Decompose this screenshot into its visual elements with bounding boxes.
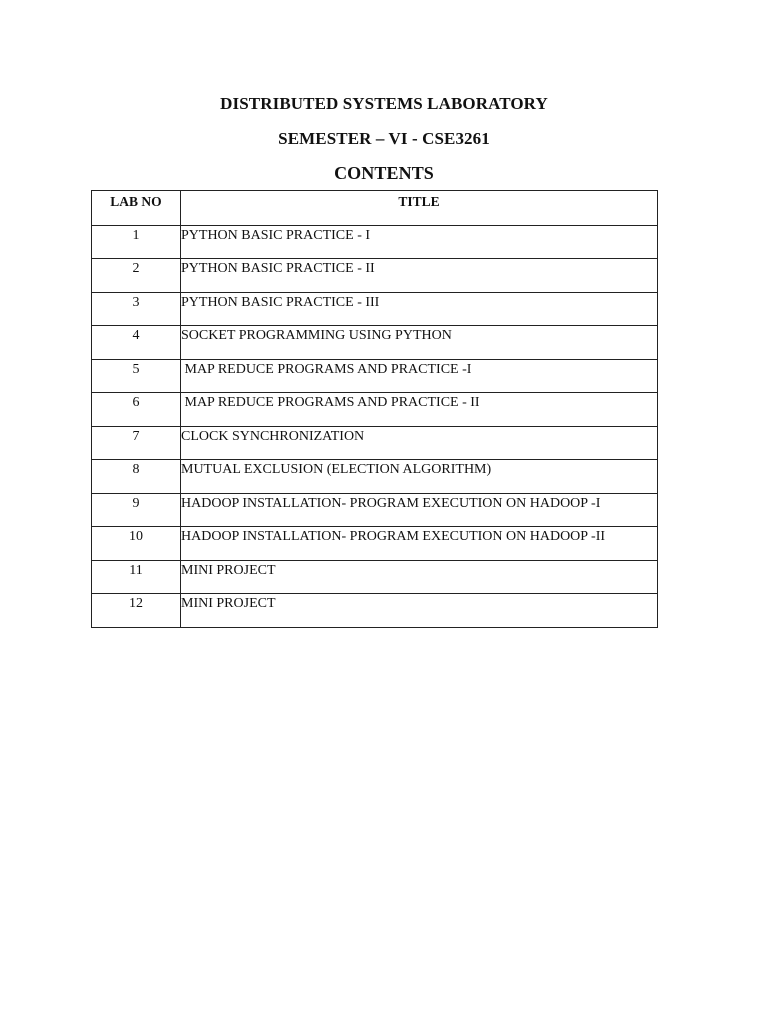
lab-title-cell: CLOCK SYNCHRONIZATION — [181, 426, 658, 460]
table-row — [92, 326, 658, 360]
lab-number-cell: 4 — [92, 326, 181, 360]
lab-title-cell: MUTUAL EXCLUSION (ELECTION ALGORITHM) — [181, 460, 658, 494]
lab-title-cell: PYTHON BASIC PRACTICE - II — [181, 259, 658, 293]
lab-title-cell: MINI PROJECT — [181, 560, 658, 594]
table-row — [92, 292, 658, 326]
lab-number-cell: 10 — [92, 527, 181, 561]
lab-title-cell: PYTHON BASIC PRACTICE - I — [181, 225, 658, 259]
lab-number-cell: 9 — [92, 493, 181, 527]
semester-course-code: SEMESTER – VI - CSE3261 — [278, 129, 490, 148]
lab-title-cell: HADOOP INSTALLATION- PROGRAM EXECUTION ON HADOOP -I — [181, 493, 658, 527]
lab-number-cell: 7 — [92, 426, 181, 460]
table-row — [92, 259, 658, 293]
lab-number-cell: 1 — [92, 225, 181, 259]
table-row — [92, 460, 658, 494]
table-row — [92, 594, 658, 628]
lab-title-cell: MAP REDUCE PROGRAMS AND PRACTICE -I — [181, 359, 658, 393]
lab-number-cell: 12 — [92, 594, 181, 628]
document-title: DISTRIBUTED SYSTEMS LABORATORY — [220, 94, 548, 113]
column-header-lab-no: LAB NO — [92, 191, 181, 226]
lab-title-cell: MAP REDUCE PROGRAMS AND PRACTICE - II — [181, 393, 658, 427]
contents-heading: CONTENTS — [334, 163, 434, 183]
lab-number-cell: 8 — [92, 460, 181, 494]
table-row — [92, 393, 658, 427]
lab-title-cell: SOCKET PROGRAMMING USING PYTHON — [181, 326, 658, 360]
table-row — [92, 426, 658, 460]
lab-number-cell: 11 — [92, 560, 181, 594]
lab-number-cell: 3 — [92, 292, 181, 326]
table-row — [92, 527, 658, 561]
table-row — [92, 493, 658, 527]
table-row — [92, 225, 658, 259]
table-row — [92, 359, 658, 393]
lab-title-cell: MINI PROJECT — [181, 594, 658, 628]
column-header-title: TITLE — [181, 191, 658, 226]
contents-table — [91, 190, 658, 628]
lab-number-cell: 2 — [92, 259, 181, 293]
lab-number-cell: 6 — [92, 393, 181, 427]
lab-title-cell: HADOOP INSTALLATION- PROGRAM EXECUTION ON HADOOP -II — [181, 527, 658, 561]
table-header-row — [92, 191, 658, 226]
lab-number-cell: 5 — [92, 359, 181, 393]
table-row — [92, 560, 658, 594]
lab-title-cell: PYTHON BASIC PRACTICE - III — [181, 292, 658, 326]
